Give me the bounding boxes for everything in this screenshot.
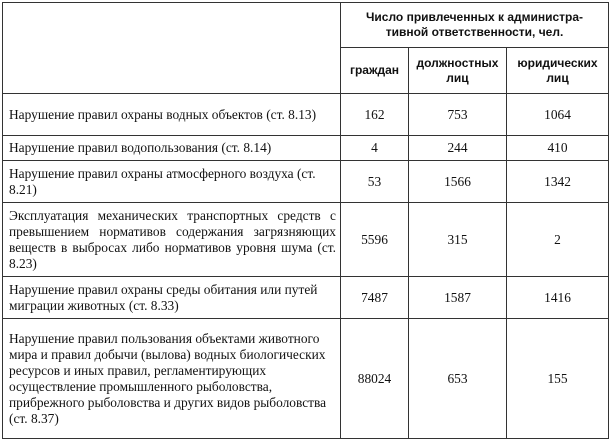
violation-label: Эксплуатация механических транспортных средств с превышением нормативов содержания загрязняющих веществ в выбросах либо нормативов уровня шума (ст. 8.23) bbox=[3, 203, 341, 277]
citizens-value: 5596 bbox=[341, 203, 409, 277]
table-row bbox=[3, 277, 609, 319]
table-row bbox=[3, 161, 609, 203]
table-row bbox=[3, 319, 609, 439]
violation-label: Нарушение правил пользования объектами животного мира и правил добычи (вылова) водных биологических ресурсов и иных правил, регламентирующих осуществление промышленного рыболовства, прибрежного рыболовства и других видов рыболовства (ст. 8.37) bbox=[3, 319, 341, 439]
legal-entities-value: 1342 bbox=[507, 161, 609, 203]
legal-entities-value: 155 bbox=[507, 319, 609, 439]
officials-value: 753 bbox=[409, 94, 507, 136]
violation-label: Нарушение правил охраны водных объектов (ст. 8.13) bbox=[3, 94, 341, 136]
citizens-value: 7487 bbox=[341, 277, 409, 319]
table-row bbox=[3, 136, 609, 161]
legal-entities-value: 410 bbox=[507, 136, 609, 161]
legal-entities-value: 1416 bbox=[507, 277, 609, 319]
officials-value: 1566 bbox=[409, 161, 507, 203]
officials-value: 1587 bbox=[409, 277, 507, 319]
officials-value: 653 bbox=[409, 319, 507, 439]
violation-label: Нарушение правил охраны атмосферного воздуха (ст. 8.21) bbox=[3, 161, 341, 203]
violation-label: Нарушение правил водопользования (ст. 8.14) bbox=[3, 136, 341, 161]
header-group-title: Число привлеченных к администра-тивной ответственности, чел. bbox=[341, 3, 609, 48]
violations-table bbox=[2, 2, 609, 439]
officials-value: 315 bbox=[409, 203, 507, 277]
legal-entities-value: 1064 bbox=[507, 94, 609, 136]
table-row bbox=[3, 94, 609, 136]
header-officials: должностных лиц bbox=[409, 48, 507, 94]
citizens-value: 53 bbox=[341, 161, 409, 203]
citizens-value: 4 bbox=[341, 136, 409, 161]
header-legal-entities: юридических лиц bbox=[507, 48, 609, 94]
legal-entities-value: 2 bbox=[507, 203, 609, 277]
citizens-value: 162 bbox=[341, 94, 409, 136]
citizens-value: 88024 bbox=[341, 319, 409, 439]
officials-value: 244 bbox=[409, 136, 507, 161]
header-citizens: граждан bbox=[341, 48, 409, 94]
table-row bbox=[3, 203, 609, 277]
header-violation-cell bbox=[3, 3, 341, 94]
violation-label: Нарушение правил охраны среды обитания или путей миграции животных (ст. 8.33) bbox=[3, 277, 341, 319]
